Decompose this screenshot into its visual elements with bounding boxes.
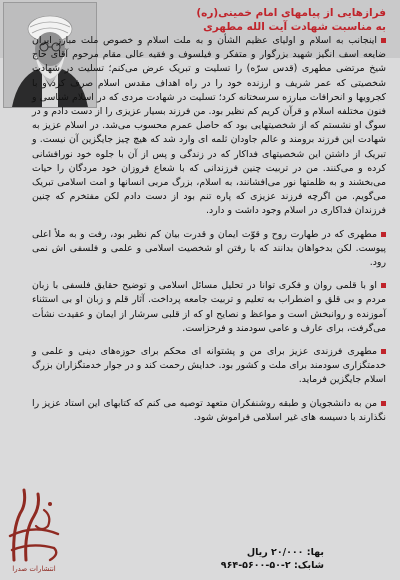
paragraph <box>32 345 386 388</box>
bullet-square-icon <box>381 349 386 354</box>
isbn-label: شابک: ۲-۵۰-۵۶۰۰-۹۶۴ <box>220 560 324 571</box>
paragraph <box>32 279 386 336</box>
title-block <box>90 6 386 34</box>
bullet-square-icon <box>381 401 386 406</box>
bullet-square-icon <box>381 232 386 237</box>
paragraph-text: مطهری که در طهارت روح و قوّت ایمان و قدرت بیان کم نظیر بود، رفت و به ملأ اعلی پیوست. لکن بدخواهان بدانند که با رفتن او شخصیت اسلامی و علمی و فلسفی اش نمی رود. <box>32 228 386 269</box>
calligraphy-logo-icon <box>4 476 64 576</box>
publisher-logo <box>4 476 64 576</box>
paragraph-text: او با قلمی روان و فکری توانا در تحلیل مسائل اسلامی و توضیح حقایق فلسفی با زبان مردم و بی قلق و اضطراب به تعلیم و تربیت جامعه پرداخت. آثار قلم و زبان او بی استثناء آموزنده و روانبخش است و مواعظ و نصایح او که از قلبی سرشار از ایمان و عقیدت نشأت می‌گرفت، برای عارف و عامی سودمند و فرحزاست. <box>32 280 386 334</box>
paragraph-text: اینجانب به اسلام و اولیای عظیم الشأن و به ملت اسلام و خصوص ملت مبارز ایران ضایعه اسف انگیز شهید بزرگوار و متفکر و فیلسوف و فقیه عالی مقام مرحوم آقای حاج شیخ مرتضی مطهری (قدس سرّه) را تسلیت و تبریک عرض می‌کنم؛ تسلیت در شهادت شخصیتی که عمر شریف و ارزنده خود را در راه اهداف مقدس اسلام صرف کرد و با کجرویها و انحرافات مبارزه سرسختانه کرد؛ تسلیت در شهادت مردی که در اسلام شناسی و فنون مختلفه اسلام و قرآن کریم کم نظیر بود. من فرزند بسیار عزیزی را از دست دادم و در سوگ او نشستم که از شخصیتهایی بود که حاصل عمرم محسوب می‌شد. در اسلام عزیز به شهادت این فرزند برومند و عالم جاودان ثلمه ای وارد شد که هیچ چیز جایگزین آن نیست. و تبریک از داشتن این شخصیتهای فداکار که در زندگی و پس از آن با جلوه خود نورافشانی کرده و می‌کنند. من در تربیت چنین فرزندانی که با شعاع فروزان خود مردگان را حیات می‌بخشند و به ظلمتها نور می‌افشانند، به اسلام، بزرگ مربی انسانها و امت اسلامی تبریک می‌گویم. من اگرچه فرزند عزیزی که پاره تنم بود از دست دادم لکن مفتخرم که چنین فرزندان فداکاری در اسلام وجود داشت و دارد. <box>32 35 386 217</box>
paragraph <box>32 397 386 425</box>
message-text <box>32 34 386 425</box>
paragraph <box>32 228 386 271</box>
title-line-1: فرازهایی از پیامهای امام خمینی(ره) <box>196 7 386 19</box>
price-isbn-block <box>221 546 324 572</box>
bullet-square-icon <box>381 283 386 288</box>
price-label: بها: ۲۰/۰۰۰ ریال <box>246 547 324 558</box>
title-line-2: به مناسبت شهادت آیت الله مطهری <box>203 21 386 33</box>
paragraph-text: من به دانشجویان و طبقه روشنفکران متعهد توصیه می کنم که کتابهای این استاد عزیز را نگذارند با دسیسه های غیر اسلامی فراموش شود. <box>32 397 386 423</box>
bullet-square-icon <box>381 38 386 43</box>
publisher-name: انتشارات صدرا <box>12 565 56 573</box>
paragraph-text: مطهری فرزندی عزیز برای من و پشتوانه ای محکم برای حوزه‌های دینی و علمی و خدمتگزاری سودمند برای ملت و کشور بود. خدایش رحمت کند و در جوار خدمتگزاران بزرگ اسلام جایگزین فرماید. <box>32 346 386 386</box>
paragraph <box>32 34 386 219</box>
